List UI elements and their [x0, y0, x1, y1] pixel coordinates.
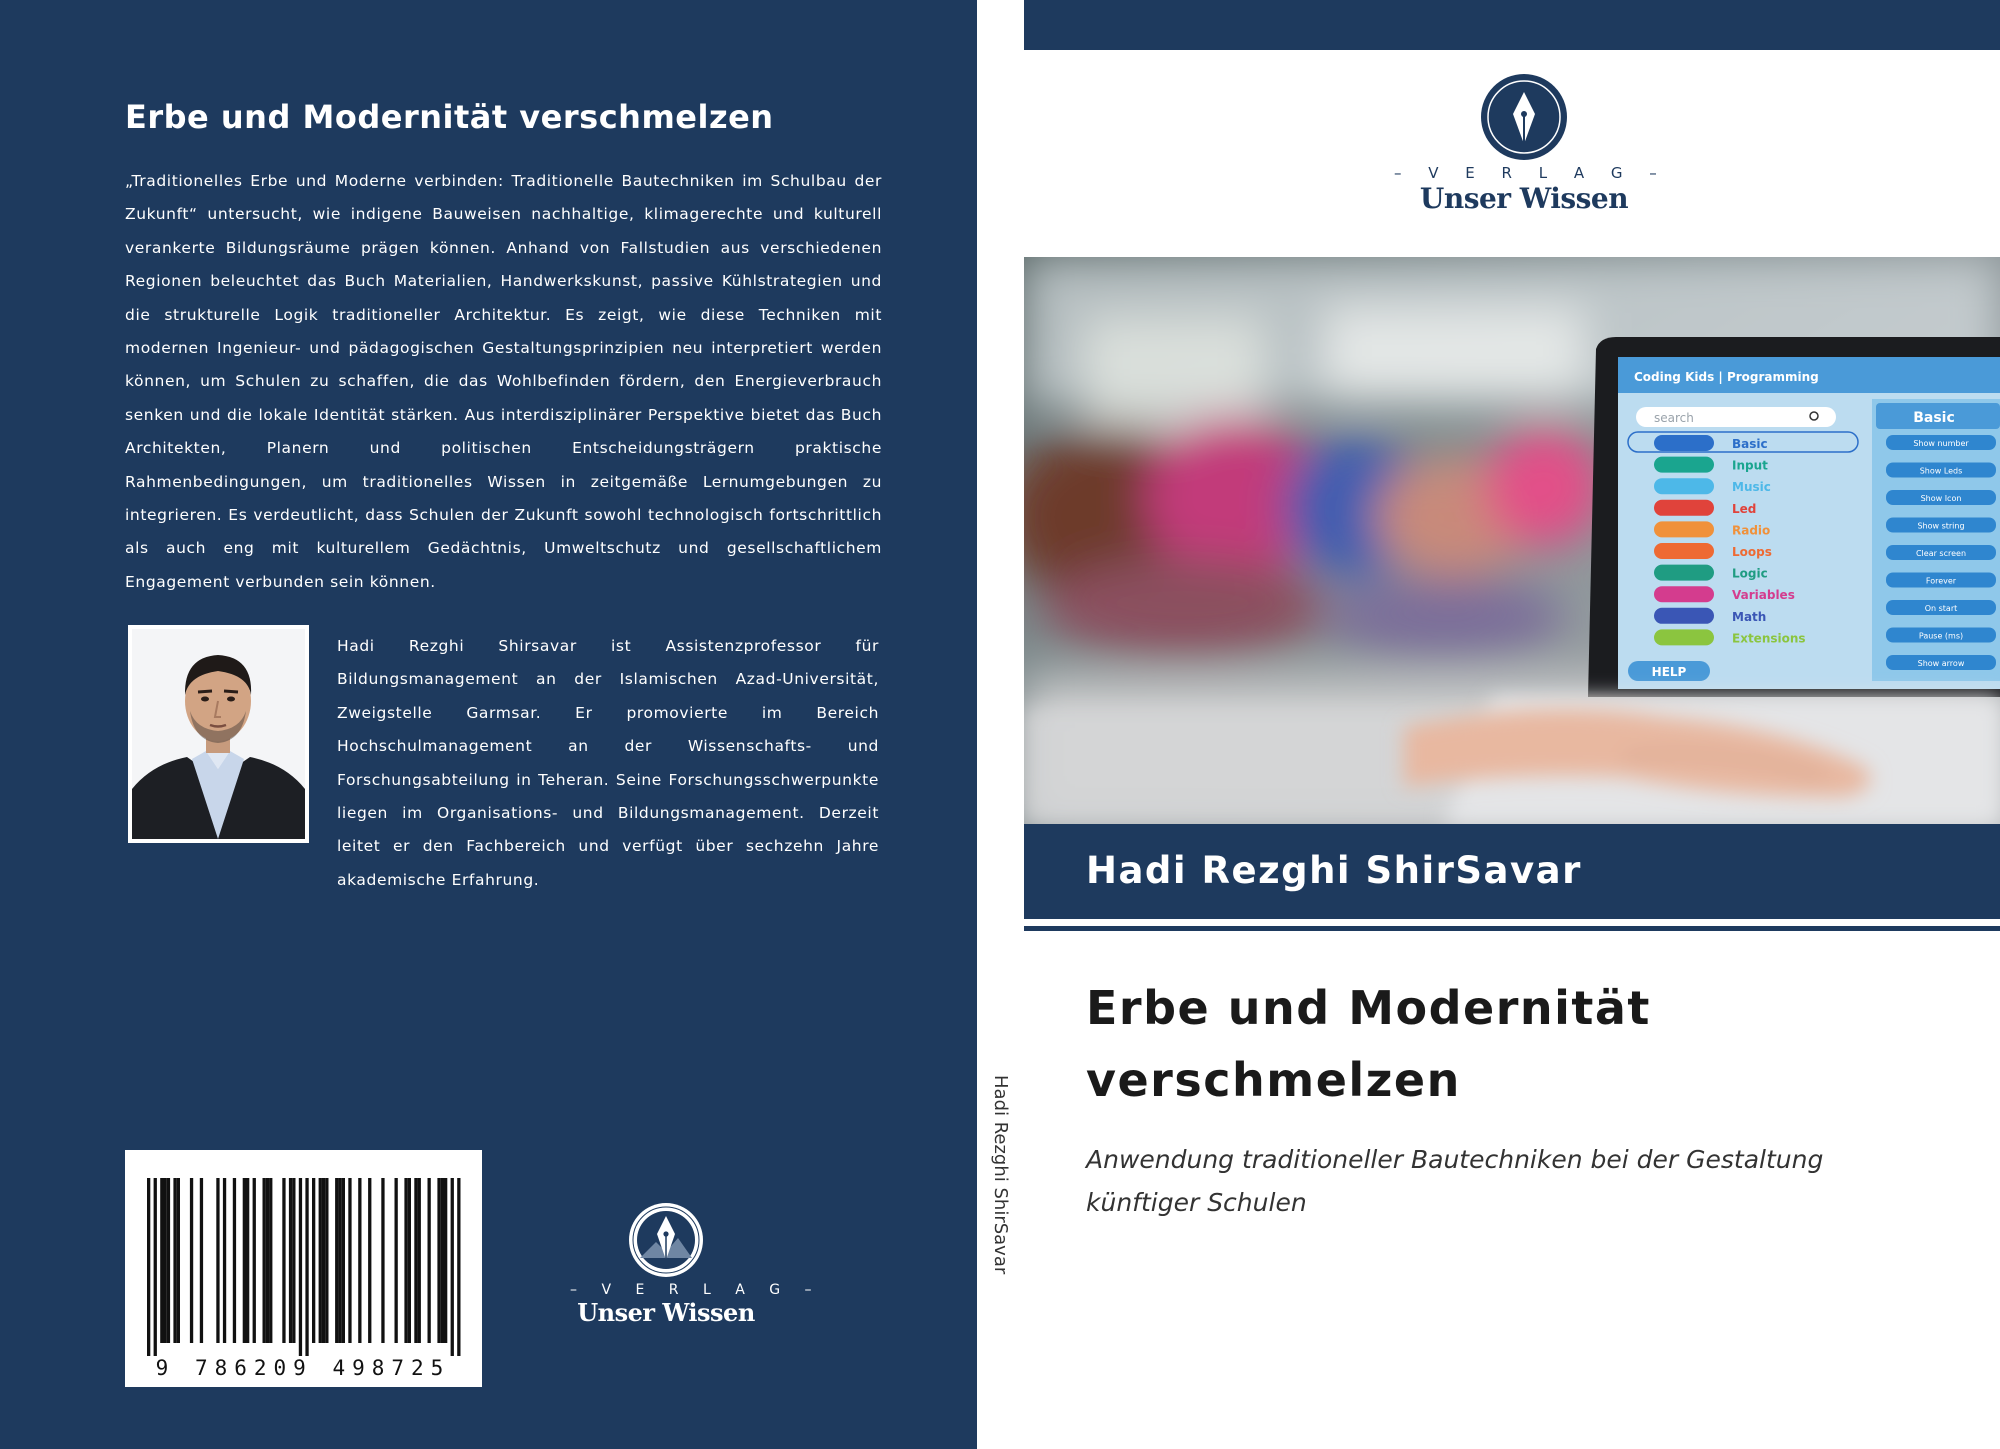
cover-photo-laptop — [1024, 257, 2000, 824]
author-name: Hadi Rezghi ShirSavar — [1086, 849, 1582, 892]
fountain-pen-emblem-icon — [626, 1200, 706, 1280]
svg-text:Show arrow: Show arrow — [1917, 659, 1965, 668]
barcode-bar — [164, 1178, 167, 1343]
barcode-bar — [404, 1178, 407, 1343]
svg-text:Show Icon: Show Icon — [1920, 494, 1962, 503]
barcode-bar — [428, 1178, 431, 1343]
svg-text:Math: Math — [1732, 609, 1767, 624]
barcode-bar — [266, 1178, 269, 1343]
barcode-bar — [342, 1178, 345, 1343]
barcode-bar — [358, 1178, 361, 1343]
barcode-bar — [381, 1178, 384, 1343]
svg-text:Loops: Loops — [1732, 545, 1772, 559]
svg-text:Basic: Basic — [1732, 437, 1768, 451]
screen-category-led — [1654, 500, 1756, 516]
svg-text:On start: On start — [1924, 604, 1958, 613]
screen-help: HELP — [1651, 665, 1687, 679]
barcode-bar — [263, 1178, 266, 1343]
back-cover — [0, 0, 977, 1449]
barcode-bar — [282, 1178, 285, 1343]
divider-rule — [1024, 926, 2000, 931]
svg-text:Input: Input — [1732, 458, 1768, 473]
svg-text:Forever: Forever — [1925, 576, 1957, 586]
svg-text:Led: Led — [1732, 501, 1757, 516]
svg-text:Show Leds: Show Leds — [1919, 466, 1963, 476]
barcode-bar — [414, 1178, 417, 1343]
barcode-bar — [177, 1178, 180, 1343]
barcode-bar — [348, 1178, 351, 1343]
barcode-bar — [368, 1178, 371, 1343]
barcode-bar — [243, 1178, 246, 1343]
book-title — [1086, 972, 1946, 1116]
barcode-bar — [437, 1178, 440, 1343]
barcode-bar — [418, 1178, 421, 1343]
screen-block-4 — [1886, 545, 1996, 560]
barcode-bar — [269, 1178, 272, 1343]
screen-block-2 — [1886, 490, 1996, 505]
screen-category-input — [1654, 457, 1768, 473]
isbn-digits: 9 786209 498725 — [155, 1356, 451, 1380]
isbn-barcode — [125, 1150, 482, 1387]
barcode-bar — [322, 1178, 325, 1343]
front-top-bar — [1024, 0, 2000, 50]
barcode-bar — [319, 1178, 322, 1343]
author-bio: Hadi Rezghi Shirsavar ist Assistenzprofessor für Bildungsmanagement an der Islamischen Azad-Universität, Zweigstelle Garmsar. Er promovierte im Bereich Hochschulmanagement an der Wissenschafts- und Forschungsabteilung in Teheran. Seine Forschungsschwerpunkte liegen im Organisations- und Bildungsmanagement. Derzeit leitet er den Fachbereich und verfügt über sechzehn Jahre akademische Erfahrung. — [337, 637, 879, 889]
screen-block-0 — [1886, 435, 1996, 450]
svg-text:Show number: Show number — [1913, 439, 1969, 448]
fountain-pen-emblem-icon — [1479, 72, 1569, 162]
svg-text:Extensions: Extensions — [1732, 631, 1806, 646]
barcode-bar — [451, 1178, 454, 1356]
brand-name: Unser Wissen — [1419, 182, 1629, 215]
barcode-bar — [299, 1178, 302, 1356]
barcode-bar — [160, 1178, 163, 1343]
barcode-bar — [289, 1178, 292, 1343]
barcode-bar — [246, 1178, 249, 1343]
barcode-bar — [444, 1178, 447, 1343]
front-cover — [1024, 0, 2000, 1449]
screen-category-math — [1654, 608, 1766, 624]
verlag-label: – V E R L A G – — [1394, 164, 1668, 182]
screen-block-3 — [1886, 518, 1996, 533]
screen-block-7 — [1886, 628, 1996, 643]
screen-block-1 — [1886, 463, 1996, 478]
barcode-bar — [312, 1178, 315, 1343]
barcode-bar — [147, 1178, 150, 1356]
author-photo — [128, 625, 309, 843]
barcode-bar — [338, 1178, 341, 1343]
barcode-bar — [335, 1178, 338, 1343]
svg-text:Radio: Radio — [1732, 523, 1771, 538]
spine-author-text: Hadi Rezghi ShirSavar — [990, 1075, 1011, 1275]
publisher-logo-back — [570, 1200, 822, 1330]
svg-text:Clear screen: Clear screen — [1915, 549, 1967, 558]
screen-panel-title: Basic — [1913, 410, 1955, 426]
verlag-label: – V E R L A G – — [570, 1282, 822, 1298]
back-cover-title: Erbe und Modernität verschmelzen — [125, 98, 774, 136]
barcode-bar — [325, 1178, 328, 1343]
screen-block-6 — [1886, 600, 1996, 615]
author-band — [1024, 824, 2000, 919]
barcode-bar — [441, 1178, 444, 1343]
barcode-bar — [253, 1178, 256, 1343]
spine-author — [990, 1075, 1010, 1315]
barcode-bar — [292, 1178, 295, 1343]
screen-block-8 — [1886, 655, 1996, 670]
svg-text:Show string: Show string — [1917, 521, 1965, 531]
barcode-bar — [216, 1178, 219, 1343]
screen-header: Coding Kids | Programming — [1634, 370, 1819, 384]
book-subtitle-line-2: künftiger Schulen — [1086, 1188, 1307, 1217]
book-subtitle — [1086, 1138, 1946, 1224]
svg-text:Variables: Variables — [1732, 588, 1795, 603]
barcode-bar — [305, 1178, 308, 1356]
book-title-line-1: Erbe und Modernität — [1086, 981, 1651, 1035]
screen-category-logic — [1654, 565, 1768, 581]
screen-search: search — [1654, 411, 1694, 425]
barcode-bar — [223, 1178, 226, 1343]
brand-name: Unser Wissen — [577, 1298, 755, 1327]
book-subtitle-line-1: Anwendung traditioneller Bautechniken bei der Gestaltung — [1086, 1145, 1824, 1174]
barcode-bar — [173, 1178, 176, 1343]
barcode-bar — [167, 1178, 170, 1343]
barcode-bar — [200, 1178, 203, 1343]
svg-text:Logic: Logic — [1732, 566, 1768, 581]
svg-text:Music: Music — [1732, 480, 1771, 495]
barcode-bar — [154, 1178, 157, 1356]
book-blurb: „Traditionelles Erbe und Moderne verbinden: Traditionelle Bautechniken im Schulbau der Zukunft“ untersucht, wie indigene Bauweisen nachhaltige, klimagerechte und kulturell verankerte Bildungsräume prägen können. Anhand von Fallstudien aus verschiedenen Regionen beleuchtet das Buch Materialien, Handwerkskunst, passive Kühlstrategien und die strukturelle Logik traditioneller Architektur. Es zeigt, wie diese Techniken mit modernen Ingenieur- und pädagogischen Gestaltungsprinzipien neu interpretiert werden können, um Schulen zu schaffen, die das Wohlbefinden fördern, den Energieverbrauch senken und die lokale Identität stärken. Aus interdisziplinärer Perspektive bietet das Buch Architekten, Planern und politischen Entscheidungsträgern praktische Rahmenbedingungen, um traditionelles Wissen in zeitgemäße Lernumgebungen zu integrieren. Es verdeutlicht, dass Schulen der Zukunft sowohl technologisch fortschrittlich als auch eng mit kulturellem Gedächtnis, Umweltschutz und gesellschaftlichem Engagement verbunden sein können. — [125, 172, 882, 591]
svg-text:Pause (ms): Pause (ms) — [1918, 631, 1964, 641]
barcode-bar — [457, 1178, 460, 1356]
publisher-logo-front — [1394, 72, 1668, 222]
barcode-bar — [233, 1178, 236, 1343]
barcode-bar — [190, 1178, 193, 1343]
barcode-bar — [408, 1178, 411, 1343]
barcode-bar — [395, 1178, 398, 1343]
screen-block-5 — [1886, 573, 1996, 588]
book-title-line-2: verschmelzen — [1086, 1053, 1461, 1107]
